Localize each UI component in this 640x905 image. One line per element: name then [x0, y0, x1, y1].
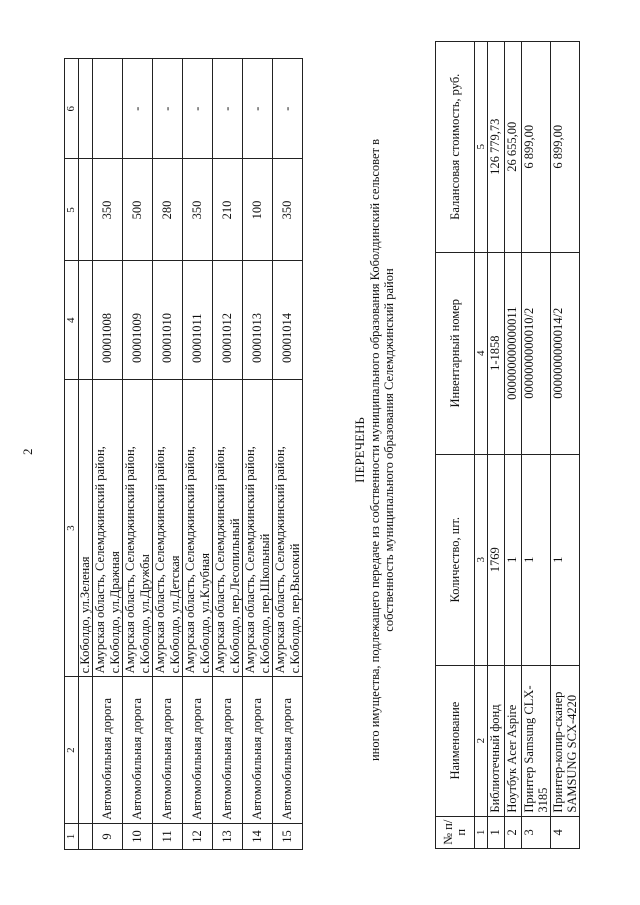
property-table: [435, 41, 580, 849]
page-number: 2: [20, 448, 35, 455]
value-cell: -: [273, 59, 303, 159]
table-row: [213, 59, 243, 850]
table-number-row: [475, 42, 488, 849]
header-cell: 4: [65, 261, 79, 380]
row-number: 10: [123, 823, 153, 849]
address-cell: [273, 380, 303, 677]
inventory-cell: 00001013: [243, 261, 273, 380]
length-cell: 100: [243, 159, 273, 261]
header-cell: 3: [65, 380, 79, 677]
value-cell: [93, 59, 123, 159]
header-cell: Количество, шт.: [436, 454, 475, 665]
inventory-cell: 00001010: [153, 261, 183, 380]
row-number: 3: [522, 816, 551, 848]
quantity-cell: 1: [551, 454, 580, 665]
column-number: 4: [475, 252, 488, 454]
row-number: 13: [213, 823, 243, 849]
quantity-cell: 1: [522, 454, 551, 665]
address-line: Амурская область, Селемджинский район,: [243, 446, 257, 674]
address-line: с.Коболдо, ул.Детская: [167, 555, 182, 674]
row-number: 11: [153, 823, 183, 849]
address-cell: [153, 380, 183, 677]
table-row: [93, 59, 123, 850]
length-cell: 210: [213, 159, 243, 261]
address-line: Амурская область, Селемджинский район,: [93, 446, 107, 674]
quantity-cell: 1: [505, 454, 522, 665]
header-cell: Наименование: [436, 665, 475, 816]
header-cell: 2: [65, 677, 79, 824]
quantity-cell: 1769: [488, 454, 505, 665]
length-cell: 350: [273, 159, 303, 261]
name-cell: Автомобильная дорога: [213, 677, 243, 824]
length-cell: 280: [153, 159, 183, 261]
header-cell: 1: [65, 823, 79, 849]
row-number: 1: [488, 816, 505, 848]
inventory-cell: 0000000000010/2: [522, 252, 551, 454]
address-cell: [183, 380, 213, 677]
cost-cell: 26 655,00: [505, 42, 522, 253]
value-cell: -: [183, 59, 213, 159]
row-number: 14: [243, 823, 273, 849]
inventory-cell: 1-1858: [488, 252, 505, 454]
table-row: [153, 59, 183, 850]
intro-line: иного имущества, подлежащего передаче из собственности муниципального образования Коболдинский сельсовет в: [368, 138, 382, 762]
address-line: с.Коболдо, пер.Высокий: [287, 543, 302, 674]
address-line: с.Коболдо, ул.Дружбы: [137, 554, 152, 674]
row-number: 2: [505, 816, 522, 848]
value-cell: -: [243, 59, 273, 159]
table-row: [183, 59, 213, 850]
address-line: с.Коболдо, ул.Дражная: [107, 551, 122, 674]
name-cell: Ноутбук Acer Aspire: [505, 665, 522, 816]
list-title: ПЕРЕЧЕНЬ: [352, 417, 367, 483]
name-cell: Автомобильная дорога: [243, 677, 273, 824]
inventory-cell: 00001014: [273, 261, 303, 380]
address-cell: [243, 380, 273, 677]
table-row: [551, 42, 580, 849]
address-line: Амурская область, Селемджинский район,: [123, 446, 137, 674]
address-line: с.Коболдо, пер.Лесопильный: [227, 518, 242, 674]
table-row: [273, 59, 303, 850]
table-row: [488, 42, 505, 849]
value-cell: -: [123, 59, 153, 159]
address-cell: с.Коболдо, ул.Зеленая: [79, 380, 93, 677]
address-line: с.Коболдо, ул.Клубная: [197, 553, 212, 674]
row-number: 9: [93, 823, 123, 849]
cost-cell: 126 779,73: [488, 42, 505, 253]
address-cell: [93, 380, 123, 677]
row-number: 15: [273, 823, 303, 849]
name-cell: Автомобильная дорога: [153, 677, 183, 824]
address-line: Амурская область, Селемджинский район,: [273, 446, 287, 674]
inventory-cell: 00001009: [123, 261, 153, 380]
address-line: Амурская область, Селемджинский район,: [183, 446, 197, 674]
value-cell: -: [213, 59, 243, 159]
inventory-cell: 00001008: [93, 261, 123, 380]
column-number: 1: [475, 816, 488, 848]
header-cell: Балансовая стоимость, руб.: [436, 42, 475, 253]
cost-cell: 6 899,00: [551, 42, 580, 253]
header-cell: Инвентарный номер: [436, 252, 475, 454]
inventory-cell: 000000000000011: [505, 252, 522, 454]
address-cell: [213, 380, 243, 677]
address-line: Амурская область, Селемджинский район,: [213, 446, 227, 674]
address-line: с.Коболдо, пер.Школьный: [257, 533, 272, 674]
column-number: 3: [475, 454, 488, 665]
name-cell: Библиотечный фонд: [488, 665, 505, 816]
name-cell: Автомобильная дорога: [123, 677, 153, 824]
table-header-row: [436, 42, 475, 849]
length-cell: 350: [93, 159, 123, 261]
cost-cell: 6 899,00: [522, 42, 551, 253]
length-cell: 500: [123, 159, 153, 261]
address-line: Амурская область, Селемджинский район,: [153, 446, 167, 674]
name-cell: Принтер-копир-сканер SAMSUNG SCX-4220: [551, 665, 580, 816]
value-cell: -: [153, 59, 183, 159]
inventory-cell: 00001012: [213, 261, 243, 380]
name-cell: Автомобильная дорога: [183, 677, 213, 824]
header-cell: 6: [65, 59, 79, 159]
table-row: [123, 59, 153, 850]
list-intro: [368, 35, 396, 865]
header-cell: № п/п: [436, 816, 475, 848]
table-row: [243, 59, 273, 850]
name-cell: Принтер Samsung CLX-3185: [522, 665, 551, 816]
inventory-cell: 00001011: [183, 261, 213, 380]
intro-line: собственность муниципального образования Селемджинский район: [382, 268, 396, 632]
table-row: [79, 59, 93, 850]
table-header-row: [65, 59, 79, 850]
row-number: 4: [551, 816, 580, 848]
roads-table: [64, 58, 303, 850]
header-cell: 5: [65, 159, 79, 261]
length-cell: 350: [183, 159, 213, 261]
row-number: 12: [183, 823, 213, 849]
inventory-cell: 0000000000014/2: [551, 252, 580, 454]
column-number: 5: [475, 42, 488, 253]
name-cell: Автомобильная дорога: [93, 677, 123, 824]
table-row: [505, 42, 522, 849]
column-number: 2: [475, 665, 488, 816]
name-cell: Автомобильная дорога: [273, 677, 303, 824]
address-cell: [123, 380, 153, 677]
table-row: [522, 42, 551, 849]
